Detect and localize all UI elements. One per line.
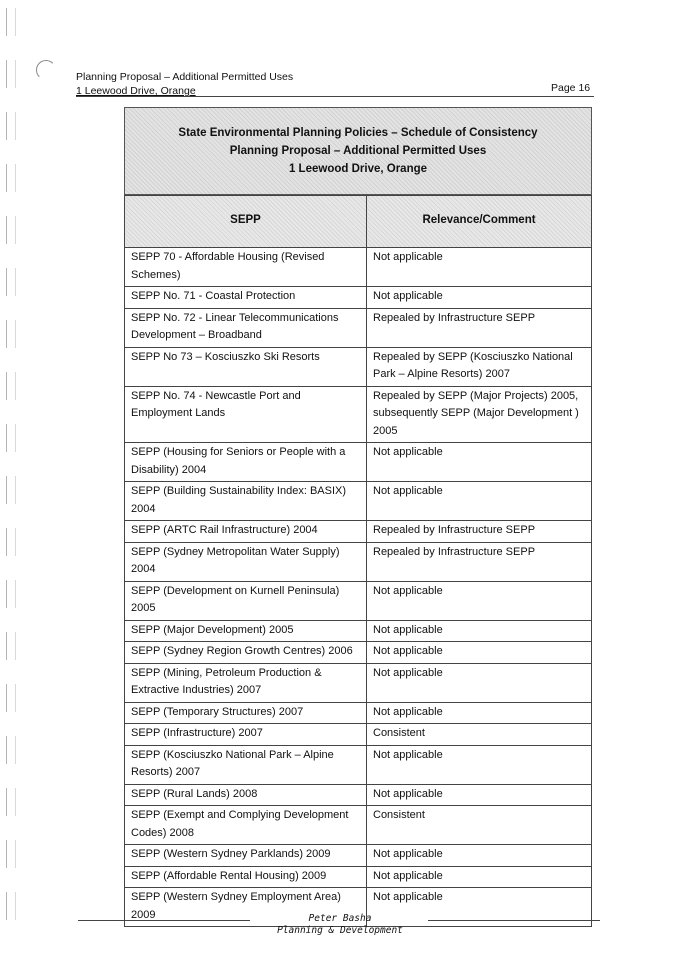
comment-cell: Not applicable [367, 784, 592, 806]
column-header-relevance: Relevance/Comment [367, 196, 592, 248]
sepp-cell: SEPP (Mining, Petroleum Production & Extractive Industries) 2007 [125, 663, 367, 702]
sepp-cell: SEPP No. 71 - Coastal Protection [125, 287, 367, 309]
table-row [125, 845, 592, 867]
comment-cell: Not applicable [367, 642, 592, 664]
header-divider [76, 96, 594, 97]
sepp-cell: SEPP (Temporary Structures) 2007 [125, 702, 367, 724]
sepp-cell: SEPP (Kosciuszko National Park – Alpine Resorts) 2007 [125, 745, 367, 784]
table-row [125, 806, 592, 845]
comment-cell: Not applicable [367, 663, 592, 702]
comment-cell: Not applicable [367, 287, 592, 309]
sepp-cell: SEPP (Affordable Rental Housing) 2009 [125, 866, 367, 888]
schedule-title-box [124, 107, 592, 195]
sepp-cell: SEPP (Western Sydney Employment Area) 2009 [125, 888, 367, 927]
table-row [125, 443, 592, 482]
footer-company: Planning & Development [277, 925, 403, 936]
sepp-cell: SEPP (Infrastructure) 2007 [125, 724, 367, 746]
sepp-cell: SEPP (Sydney Region Growth Centres) 2006 [125, 642, 367, 664]
table-row [125, 482, 592, 521]
table-row [125, 663, 592, 702]
sepp-consistency-table [124, 195, 592, 927]
table-row [125, 784, 592, 806]
table-row [125, 724, 592, 746]
header-address: 1 Leewood Drive, Orange [76, 85, 196, 97]
comment-cell: Not applicable [367, 845, 592, 867]
comment-cell: Repealed by Infrastructure SEPP [367, 308, 592, 347]
comment-cell: Repealed by SEPP (Kosciuszko National Park – Alpine Resorts) 2007 [367, 347, 592, 386]
sepp-cell: SEPP No. 74 - Newcastle Port and Employment Lands [125, 386, 367, 443]
footer-rule-right [428, 920, 600, 921]
table-row [125, 308, 592, 347]
table-row [125, 521, 592, 543]
binder-edge [0, 0, 22, 962]
document-footer [240, 913, 440, 937]
comment-cell: Consistent [367, 724, 592, 746]
document-header [76, 70, 293, 98]
sepp-cell: SEPP (Building Sustainability Index: BASIX) 2004 [125, 482, 367, 521]
table-row [125, 642, 592, 664]
comment-cell: Not applicable [367, 620, 592, 642]
header-title: Planning Proposal – Additional Permitted Uses [76, 71, 294, 83]
comment-cell: Not applicable [367, 581, 592, 620]
sepp-cell: SEPP (Housing for Seniors or People with a Disability) 2004 [125, 443, 367, 482]
table-row [125, 542, 592, 581]
comment-cell: Not applicable [367, 248, 592, 287]
punch-hole-mark [36, 60, 56, 80]
column-header-sepp: SEPP [125, 196, 367, 248]
footer-rule-left [78, 920, 250, 921]
comment-cell: Not applicable [367, 888, 592, 927]
sepp-cell: SEPP 70 - Affordable Housing (Revised Schemes) [125, 248, 367, 287]
sepp-cell: SEPP No 73 – Kosciuszko Ski Resorts [125, 347, 367, 386]
comment-cell: Repealed by Infrastructure SEPP [367, 521, 592, 543]
sepp-cell: SEPP (Development on Kurnell Peninsula) 2005 [125, 581, 367, 620]
comment-cell: Repealed by SEPP (Major Projects) 2005, subsequently SEPP (Major Development ) 2005 [367, 386, 592, 443]
comment-cell: Not applicable [367, 702, 592, 724]
sepp-cell: SEPP (Sydney Metropolitan Water Supply) 2004 [125, 542, 367, 581]
page-number: Page 16 [551, 82, 591, 94]
comment-cell: Consistent [367, 806, 592, 845]
comment-cell: Not applicable [367, 745, 592, 784]
sepp-cell: SEPP (Exempt and Complying Development Codes) 2008 [125, 806, 367, 845]
table-row [125, 620, 592, 642]
table-row [125, 287, 592, 309]
schedule-subtitle: Planning Proposal – Additional Permitted Uses [229, 145, 487, 157]
sepp-cell: SEPP No. 72 - Linear Telecommunications Development – Broadband [125, 308, 367, 347]
table-row [125, 702, 592, 724]
comment-cell: Not applicable [367, 866, 592, 888]
sepp-cell: SEPP (ARTC Rail Infrastructure) 2004 [125, 521, 367, 543]
table-row [125, 248, 592, 287]
sepp-cell: SEPP (Major Development) 2005 [125, 620, 367, 642]
table-row [125, 386, 592, 443]
table-row [125, 581, 592, 620]
table-row [125, 866, 592, 888]
table-row [125, 745, 592, 784]
table-row [125, 347, 592, 386]
comment-cell: Not applicable [367, 482, 592, 521]
table-header-row [125, 196, 592, 248]
footer-author: Peter Basha [308, 913, 372, 924]
sepp-cell: SEPP (Rural Lands) 2008 [125, 784, 367, 806]
comment-cell: Not applicable [367, 443, 592, 482]
comment-cell: Repealed by Infrastructure SEPP [367, 542, 592, 581]
sepp-cell: SEPP (Western Sydney Parklands) 2009 [125, 845, 367, 867]
schedule-title: State Environmental Planning Policies – Schedule of Consistency [178, 127, 538, 139]
schedule-address: 1 Leewood Drive, Orange [288, 163, 428, 175]
